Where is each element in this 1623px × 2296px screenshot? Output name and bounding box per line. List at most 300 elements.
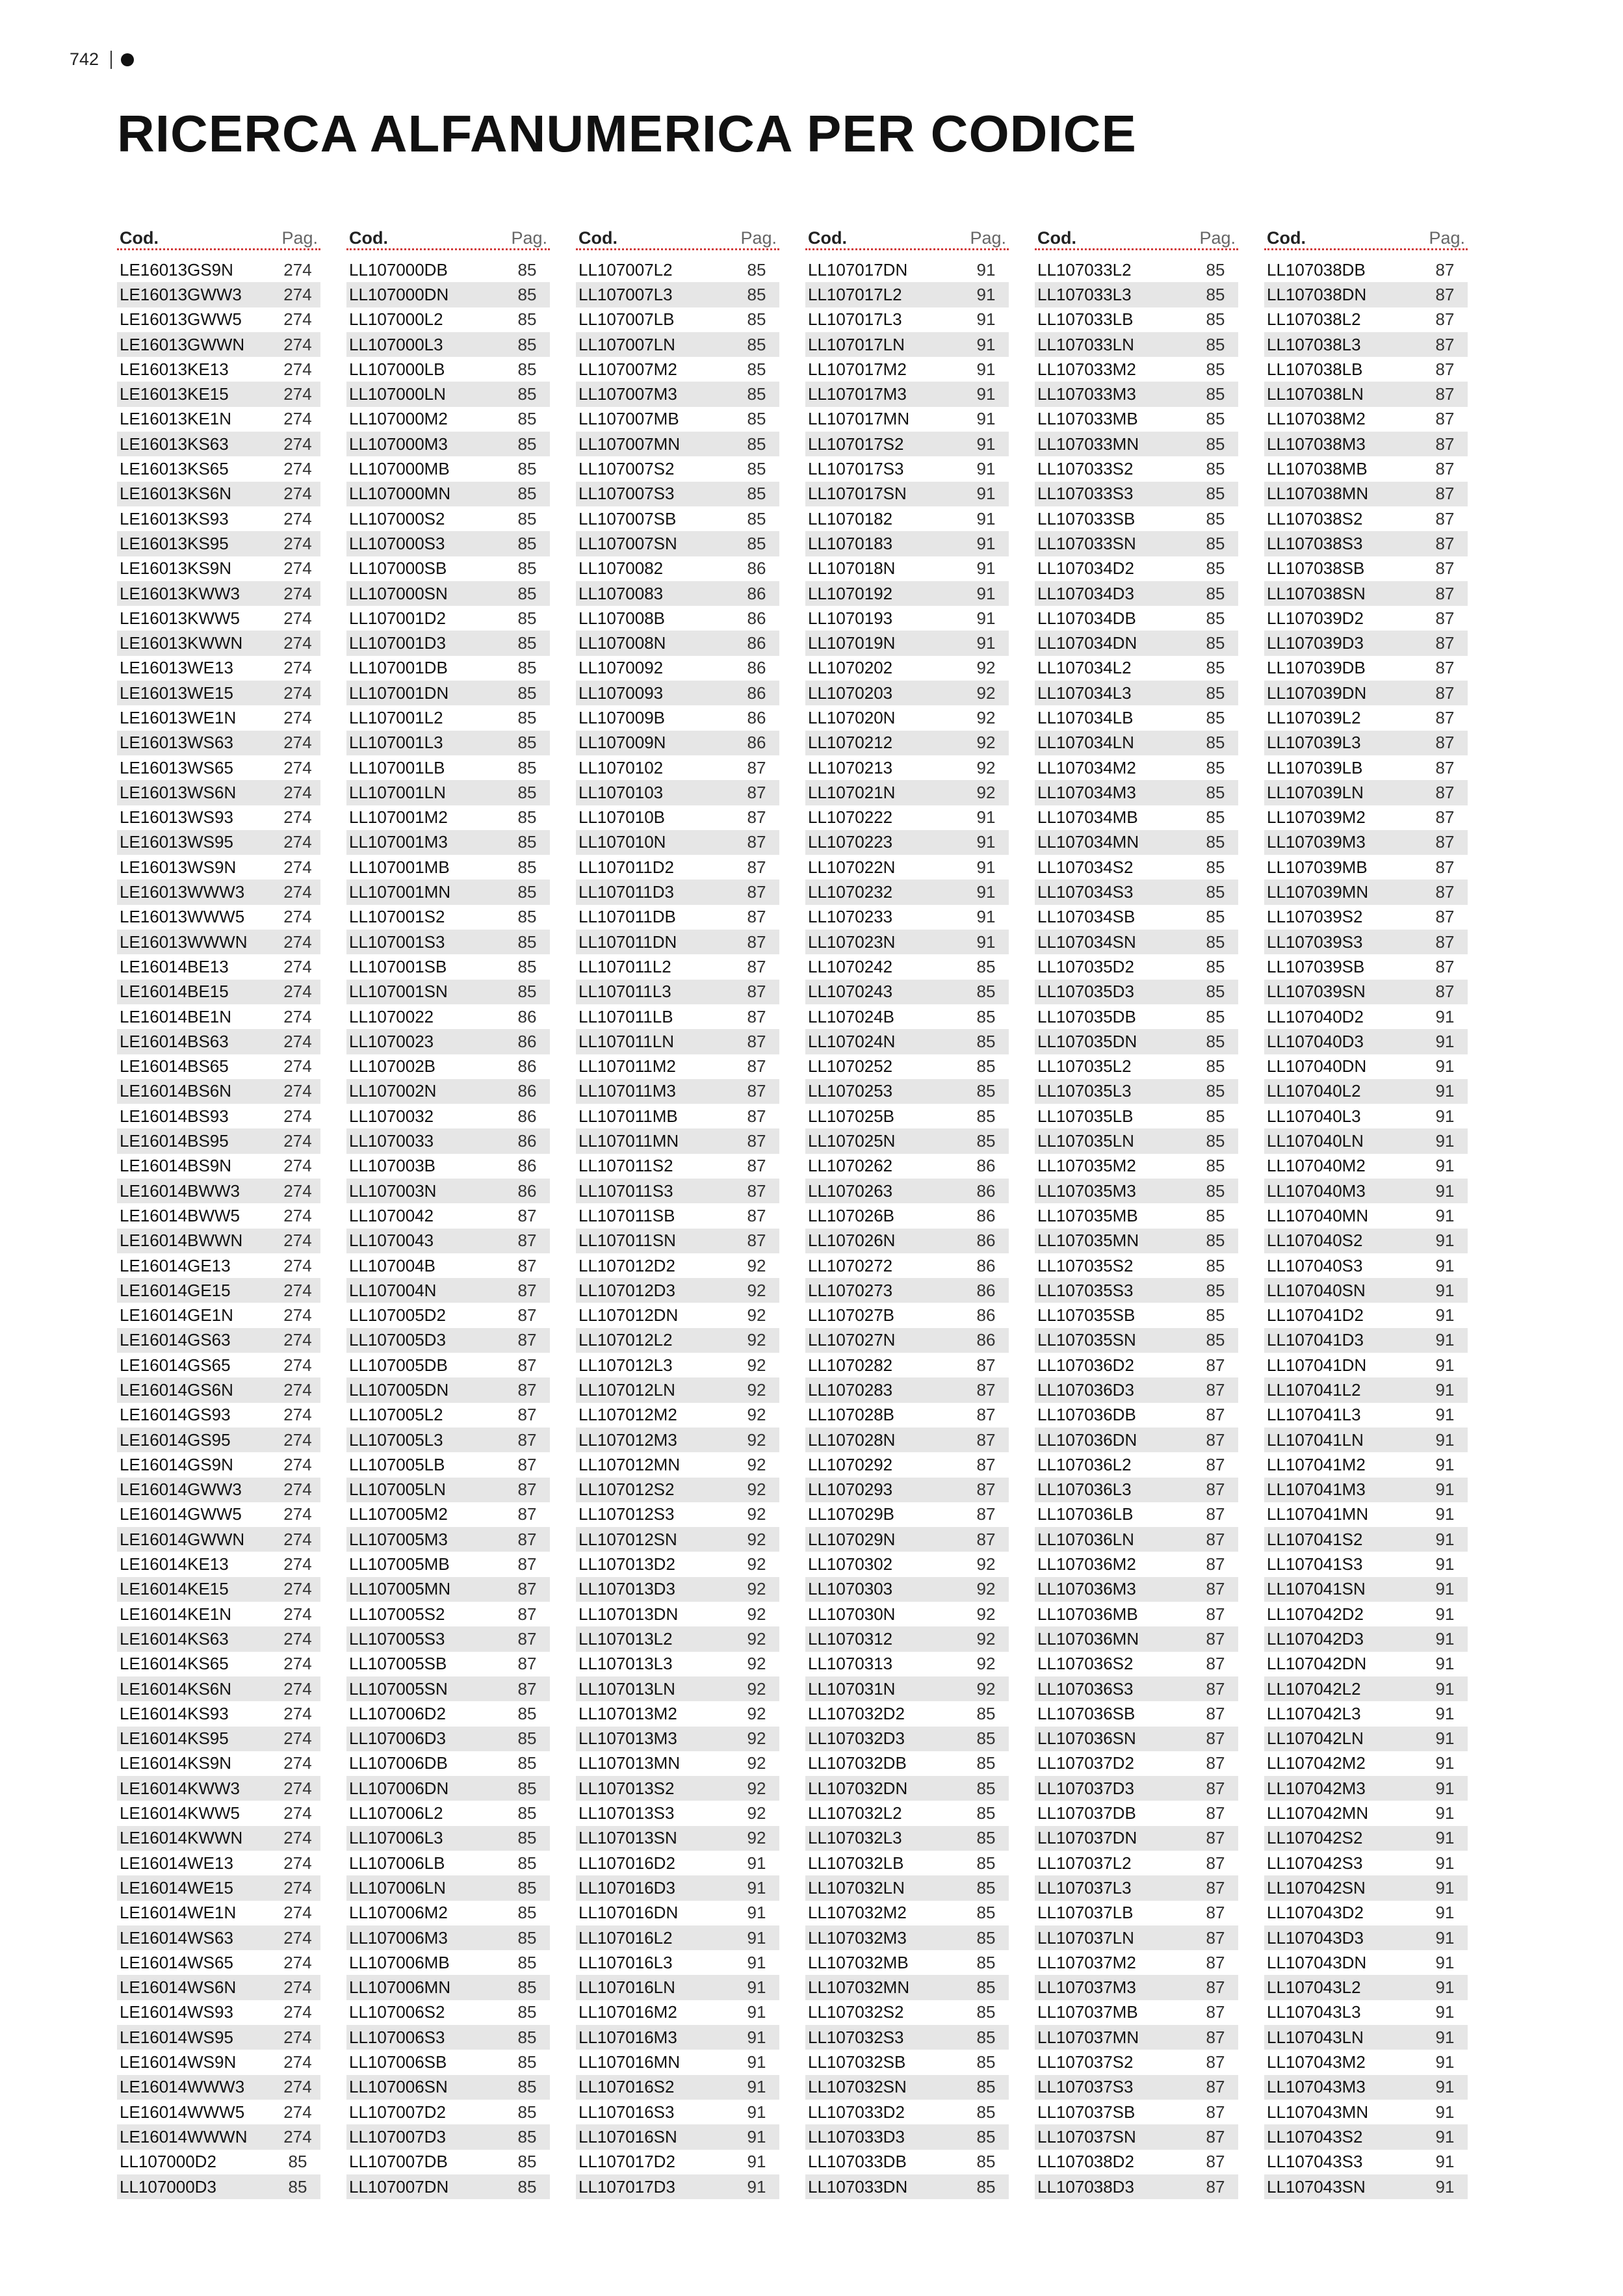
page-ref: 85	[1206, 807, 1225, 828]
product-code: LL107035D2	[1037, 956, 1134, 976]
product-code: LL107013L3	[578, 1654, 673, 1674]
page-ref: 85	[517, 2077, 537, 2097]
table-row	[576, 731, 779, 755]
product-code: LL107035MN	[1037, 1231, 1139, 1251]
table-row	[1264, 1751, 1468, 1776]
page-ref: 87	[1435, 484, 1455, 504]
table-row	[117, 2100, 320, 2124]
product-code: LL107037SN	[1037, 2126, 1136, 2146]
table-row	[346, 1652, 550, 1676]
product-code: LL107035S2	[1037, 1255, 1134, 1275]
product-code: LL107005L2	[349, 1405, 443, 1425]
page-ref: 87	[1435, 558, 1455, 579]
table-row	[1035, 1128, 1238, 1153]
page-ref: 85	[1206, 558, 1225, 579]
page-ref: 91	[1435, 1405, 1455, 1425]
product-code: LL107042L2	[1267, 1678, 1361, 1699]
page-ref: 87	[1435, 583, 1455, 603]
page-ref: 87	[1435, 956, 1455, 976]
table-row	[1035, 1104, 1238, 1128]
table-row	[805, 1054, 1009, 1079]
product-code: LL107034D2	[1037, 558, 1134, 579]
table-row	[805, 357, 1009, 382]
page-ref: 87	[1206, 1803, 1225, 1823]
product-code: LL107002N	[349, 1081, 437, 1101]
table-row	[346, 2174, 550, 2199]
product-code: LE16014KWW5	[120, 1803, 240, 1823]
table-row	[576, 1004, 779, 1029]
page-ref: 87	[1206, 1703, 1225, 1723]
table-row	[1264, 606, 1468, 631]
product-code: LL107006LN	[349, 1877, 446, 1898]
page-ref: 274	[283, 1429, 312, 1450]
product-code: LL107034L2	[1037, 658, 1132, 678]
table-row	[1264, 1925, 1468, 1950]
table-row	[1264, 1901, 1468, 1925]
product-code: LL107017DN	[808, 259, 908, 280]
page-ref: 87	[1206, 1380, 1225, 1400]
product-code: LE16013KS65	[120, 459, 229, 479]
product-code: LL107027B	[808, 1305, 895, 1325]
table-row	[805, 1925, 1009, 1950]
product-code: LL1070312	[808, 1628, 893, 1649]
page-ref: 86	[747, 707, 766, 727]
page-ref: 85	[517, 359, 537, 379]
page-ref: 85	[517, 907, 537, 927]
product-code: LL107017L3	[808, 309, 902, 330]
page-ref: 85	[747, 434, 766, 454]
product-code: LL107033SN	[1037, 533, 1136, 553]
page-ref: 274	[283, 782, 312, 802]
page-ref: 86	[747, 583, 766, 603]
product-code: LL107043SN	[1267, 2176, 1366, 2197]
product-code: LE16013WWWN	[120, 932, 248, 952]
table-row	[117, 880, 320, 904]
page-ref: 91	[1435, 1156, 1455, 1176]
product-code: LL107006S3	[349, 2027, 445, 2047]
table-row	[346, 1602, 550, 1626]
product-code: LL107042S2	[1267, 1828, 1363, 1848]
product-code: LL107011D3	[578, 882, 674, 902]
page-ref: 85	[517, 1927, 537, 1948]
page-ref: 86	[517, 1131, 537, 1151]
product-code: LL107011SN	[578, 1231, 676, 1251]
table-row	[576, 1203, 779, 1228]
page-ref: 92	[976, 733, 996, 753]
product-code: LL107040S2	[1267, 1231, 1363, 1251]
table-row	[346, 805, 550, 830]
page-ref: 91	[1435, 1554, 1455, 1574]
page-ref: 92	[747, 1579, 766, 1599]
table-row	[346, 2124, 550, 2149]
product-code: LL107036D2	[1037, 1355, 1134, 1375]
table-row	[346, 1079, 550, 1104]
page-ref: 87	[1206, 1927, 1225, 1948]
page-ref: 87	[1206, 2052, 1225, 2072]
product-code: LL107033M3	[1037, 384, 1136, 404]
product-code: LL107025N	[808, 1131, 896, 1151]
page-ref: 85	[517, 707, 537, 727]
page-ref: 91	[1435, 1803, 1455, 1823]
table-row	[1264, 1104, 1468, 1128]
product-code: LL107004B	[349, 1255, 436, 1275]
table-row	[576, 1154, 779, 1179]
header-page-label: Pag.	[740, 228, 777, 248]
table-row	[117, 1253, 320, 1278]
table-row	[346, 1054, 550, 1079]
product-code: LL1070242	[808, 956, 893, 976]
product-code: LL107028B	[808, 1405, 895, 1425]
product-code: LE16014GS93	[120, 1405, 231, 1425]
table-row	[346, 905, 550, 930]
table-row	[117, 1652, 320, 1676]
table-row	[346, 2025, 550, 2050]
page-ref: 85	[517, 1977, 537, 1998]
table-row	[805, 631, 1009, 655]
page-ref: 91	[1435, 1056, 1455, 1076]
page-ref: 274	[283, 1380, 312, 1400]
page-ref: 87	[1435, 658, 1455, 678]
product-code: LL107042L3	[1267, 1703, 1361, 1723]
product-code: LE16014WWWN	[120, 2126, 248, 2146]
page-ref: 85	[1206, 658, 1225, 678]
page-ref: 85	[517, 1703, 537, 1723]
page-ref: 87	[1206, 1654, 1225, 1674]
page-ref: 274	[283, 1828, 312, 1848]
page-ref: 274	[283, 409, 312, 429]
table-row	[346, 606, 550, 631]
product-code: LL107039D2	[1267, 608, 1364, 628]
page-ref: 87	[1206, 1877, 1225, 1898]
product-code: LE16014GS63	[120, 1330, 231, 1350]
page-ref: 85	[1206, 1006, 1225, 1026]
page-ref: 85	[747, 484, 766, 504]
page-ref: 92	[976, 658, 996, 678]
page-ref: 91	[1435, 1131, 1455, 1151]
header-page-label: Pag.	[1199, 228, 1236, 248]
table-row	[1264, 531, 1468, 556]
page-ref: 87	[1435, 733, 1455, 753]
page-ref: 87	[1206, 1903, 1225, 1923]
page-ref: 85	[517, 857, 537, 877]
table-row	[346, 1950, 550, 1975]
product-code: LL107032D2	[808, 1703, 905, 1723]
index-column	[1035, 223, 1238, 2199]
table-row	[576, 2124, 779, 2149]
column-header	[576, 223, 779, 250]
table-row	[1035, 1801, 1238, 1825]
table-row	[1264, 407, 1468, 432]
product-code: LL107011L2	[578, 956, 671, 976]
product-code: LL107017D3	[578, 2176, 675, 2197]
page-ref: 91	[1435, 2002, 1455, 2022]
product-code: LL107041M3	[1267, 1480, 1366, 1500]
page-ref: 87	[747, 1006, 766, 1026]
table-row	[576, 2050, 779, 2074]
product-code: LL107024B	[808, 1006, 895, 1026]
product-code: LL107011S3	[578, 1181, 673, 1201]
product-code: LL107008B	[578, 608, 666, 628]
page-ref: 86	[517, 1006, 537, 1026]
product-code: LL107037S3	[1037, 2077, 1134, 2097]
table-row	[117, 1602, 320, 1626]
page-ref: 92	[747, 1405, 766, 1425]
page-ref: 85	[517, 459, 537, 479]
table-row	[117, 1353, 320, 1377]
table-row	[805, 1428, 1009, 1452]
page-ref: 91	[976, 807, 996, 828]
product-code: LL107001L3	[349, 733, 443, 753]
table-row	[1035, 1303, 1238, 1327]
page-ref: 85	[1206, 1156, 1225, 1176]
table-row	[805, 1253, 1009, 1278]
header-code-label: Cod.	[349, 228, 388, 248]
page-ref: 86	[747, 608, 766, 628]
product-code: LL107039MN	[1267, 882, 1369, 902]
table-row	[346, 1203, 550, 1228]
page-ref: 87	[1206, 1529, 1225, 1549]
page-ref: 91	[976, 409, 996, 429]
page-ref: 87	[517, 1280, 537, 1300]
product-code: LL107043DN	[1267, 1952, 1367, 1972]
table-row	[576, 307, 779, 332]
table-row	[1264, 681, 1468, 705]
product-code: LL107034MB	[1037, 807, 1138, 828]
product-code: LL107035D3	[1037, 982, 1134, 1002]
table-row	[1035, 531, 1238, 556]
table-row	[117, 1328, 320, 1353]
product-code: LL107021N	[808, 782, 896, 802]
table-row	[1264, 1154, 1468, 1179]
product-code: LE16014KS9N	[120, 1753, 232, 1773]
table-row	[576, 1104, 779, 1128]
table-row	[117, 1203, 320, 1228]
page-ref: 91	[1435, 2152, 1455, 2172]
product-code: LL107000DN	[349, 284, 449, 304]
product-code: LE16014BWW3	[120, 1181, 240, 1201]
page-ref: 274	[283, 434, 312, 454]
page-ref: 91	[1435, 1828, 1455, 1848]
page-ref: 87	[517, 1654, 537, 1674]
page-ref: 91	[1435, 2126, 1455, 2146]
product-code: LL107000L2	[349, 309, 443, 330]
table-row	[1264, 1577, 1468, 1602]
product-code: LL107012DN	[578, 1305, 679, 1325]
product-code: LL107036S3	[1037, 1678, 1134, 1699]
product-code: LL107017SN	[808, 484, 907, 504]
page-ref: 91	[1435, 1106, 1455, 1126]
product-code: LL107012S3	[578, 1504, 675, 1524]
product-code: LL107038D2	[1037, 2152, 1134, 2172]
table-row	[346, 506, 550, 531]
product-code: LL107012S2	[578, 1480, 675, 1500]
page-ref: 87	[1435, 707, 1455, 727]
table-row	[1035, 705, 1238, 730]
page-ref: 85	[976, 1056, 996, 1076]
page-ref: 85	[976, 1006, 996, 1026]
product-code: LE16014KS95	[120, 1729, 229, 1749]
table-row	[576, 1502, 779, 1527]
product-code: LE16013KE13	[120, 359, 229, 379]
page-ref: 91	[1435, 1654, 1455, 1674]
product-code: LE16014WS95	[120, 2027, 233, 2047]
table-row	[1264, 930, 1468, 954]
product-code: LL107033LB	[1037, 309, 1134, 330]
table-row	[1264, 2100, 1468, 2124]
table-row	[117, 257, 320, 282]
table-row	[576, 1303, 779, 1327]
product-code: LL107016SN	[578, 2126, 677, 2146]
table-row	[346, 456, 550, 481]
table-row	[1264, 1004, 1468, 1029]
page-ref: 85	[517, 2176, 537, 2197]
page-ref: 85	[517, 932, 537, 952]
table-row	[1035, 1925, 1238, 1950]
page-ref: 86	[517, 1031, 537, 1051]
page-ref: 87	[517, 1355, 537, 1375]
product-code: LL107036L3	[1037, 1480, 1132, 1500]
page-ref: 87	[1435, 434, 1455, 454]
product-code: LL107042S3	[1267, 1853, 1363, 1873]
page-ref: 85	[1206, 1280, 1225, 1300]
table-row	[346, 1179, 550, 1203]
table-row	[576, 1826, 779, 1851]
product-code: LL107011LN	[578, 1031, 674, 1051]
page-ref: 87	[1206, 1729, 1225, 1749]
table-row	[576, 482, 779, 506]
product-code: LE16014BE1N	[120, 1006, 232, 1026]
product-code: LE16014BS6N	[120, 1081, 232, 1101]
table-row	[576, 1229, 779, 1253]
page-ref: 87	[517, 1628, 537, 1649]
page-ref: 87	[1435, 608, 1455, 628]
product-code: LL107006D2	[349, 1703, 446, 1723]
product-code: LL107037MB	[1037, 2002, 1138, 2022]
table-row	[117, 1826, 320, 1851]
page-ref: 85	[517, 1877, 537, 1898]
page-ref: 86	[747, 658, 766, 678]
table-row	[346, 556, 550, 581]
table-row	[805, 656, 1009, 681]
table-row	[1035, 2150, 1238, 2174]
page-ref: 85	[517, 2152, 537, 2172]
product-code: LL107035SB	[1037, 1305, 1136, 1325]
product-code: LL107039S2	[1267, 907, 1363, 927]
page-number-bar	[70, 49, 134, 70]
product-code: LL107007M2	[578, 359, 677, 379]
table-row	[805, 731, 1009, 755]
page-ref: 91	[976, 533, 996, 553]
table-row	[1035, 1179, 1238, 1203]
page-ref: 87	[517, 1330, 537, 1350]
table-row	[1264, 1826, 1468, 1851]
table-row	[346, 1502, 550, 1527]
table-row	[576, 2150, 779, 2174]
table-row	[1035, 1901, 1238, 1925]
table-row	[1264, 1328, 1468, 1353]
page-ref: 85	[976, 1877, 996, 1898]
product-code: LL107005S3	[349, 1628, 445, 1649]
product-code: LL107016L2	[578, 1927, 673, 1948]
table-row	[117, 1278, 320, 1303]
product-code: LL1070282	[808, 1355, 893, 1375]
table-row	[576, 954, 779, 979]
product-code: LE16013WE13	[120, 658, 233, 678]
divider	[110, 51, 112, 69]
product-code: LL107036L2	[1037, 1454, 1132, 1474]
product-code: LE16013KS63	[120, 434, 229, 454]
page-ref: 85	[517, 583, 537, 603]
page-ref: 85	[976, 1853, 996, 1873]
page-ref: 91	[747, 2126, 766, 2146]
product-code: LL107022N	[808, 857, 896, 877]
page-ref: 86	[976, 1330, 996, 1350]
table-row	[576, 1901, 779, 1925]
page-ref: 92	[747, 1604, 766, 1624]
product-code: LL1070093	[578, 683, 664, 703]
page-ref: 87	[1206, 1778, 1225, 1798]
page-ref: 274	[283, 1504, 312, 1524]
table-row	[576, 1377, 779, 1402]
table-row	[1264, 855, 1468, 880]
page-ref: 91	[976, 434, 996, 454]
table-row	[1035, 2000, 1238, 2025]
table-row	[805, 1004, 1009, 1029]
table-row	[805, 1502, 1009, 1527]
page-ref: 274	[283, 1604, 312, 1624]
page-ref: 86	[976, 1255, 996, 1275]
table-row	[576, 1079, 779, 1104]
table-row	[117, 2075, 320, 2100]
product-code: LL107012L3	[578, 1355, 673, 1375]
page-ref: 85	[976, 1131, 996, 1151]
product-code: LL107030N	[808, 1604, 896, 1624]
product-code: LL107016LN	[578, 1977, 675, 1998]
product-code: LL107005D2	[349, 1305, 446, 1325]
page-ref: 85	[1206, 384, 1225, 404]
product-code: LL107005SN	[349, 1678, 448, 1699]
page-ref: 85	[976, 1729, 996, 1749]
table-row	[576, 1676, 779, 1701]
product-code: LL107035SN	[1037, 1330, 1136, 1350]
table-row	[805, 2124, 1009, 2149]
page-ref: 87	[1435, 409, 1455, 429]
page-ref: 87	[517, 1255, 537, 1275]
page-ref: 87	[1206, 1977, 1225, 1998]
header-page-label: Pag.	[511, 228, 547, 248]
table-row	[117, 432, 320, 456]
page-ref: 87	[1206, 1355, 1225, 1375]
product-code: LL107038L3	[1267, 334, 1361, 354]
page-ref: 274	[283, 1405, 312, 1425]
page-ref: 91	[1435, 1480, 1455, 1500]
page-ref: 85	[517, 1903, 537, 1923]
table-row	[117, 606, 320, 631]
product-code: LL1070083	[578, 583, 664, 603]
table-row	[346, 1428, 550, 1452]
page-ref: 85	[517, 1803, 537, 1823]
table-row	[1264, 1353, 1468, 1377]
page-ref: 87	[976, 1380, 996, 1400]
table-row	[1035, 382, 1238, 406]
table-row	[346, 1676, 550, 1701]
table-row	[117, 905, 320, 930]
product-code: LL107018N	[808, 558, 896, 579]
table-row	[805, 1751, 1009, 1776]
product-code: LL107013L2	[578, 1628, 673, 1649]
page-ref: 91	[976, 259, 996, 280]
page-ref: 87	[1435, 284, 1455, 304]
